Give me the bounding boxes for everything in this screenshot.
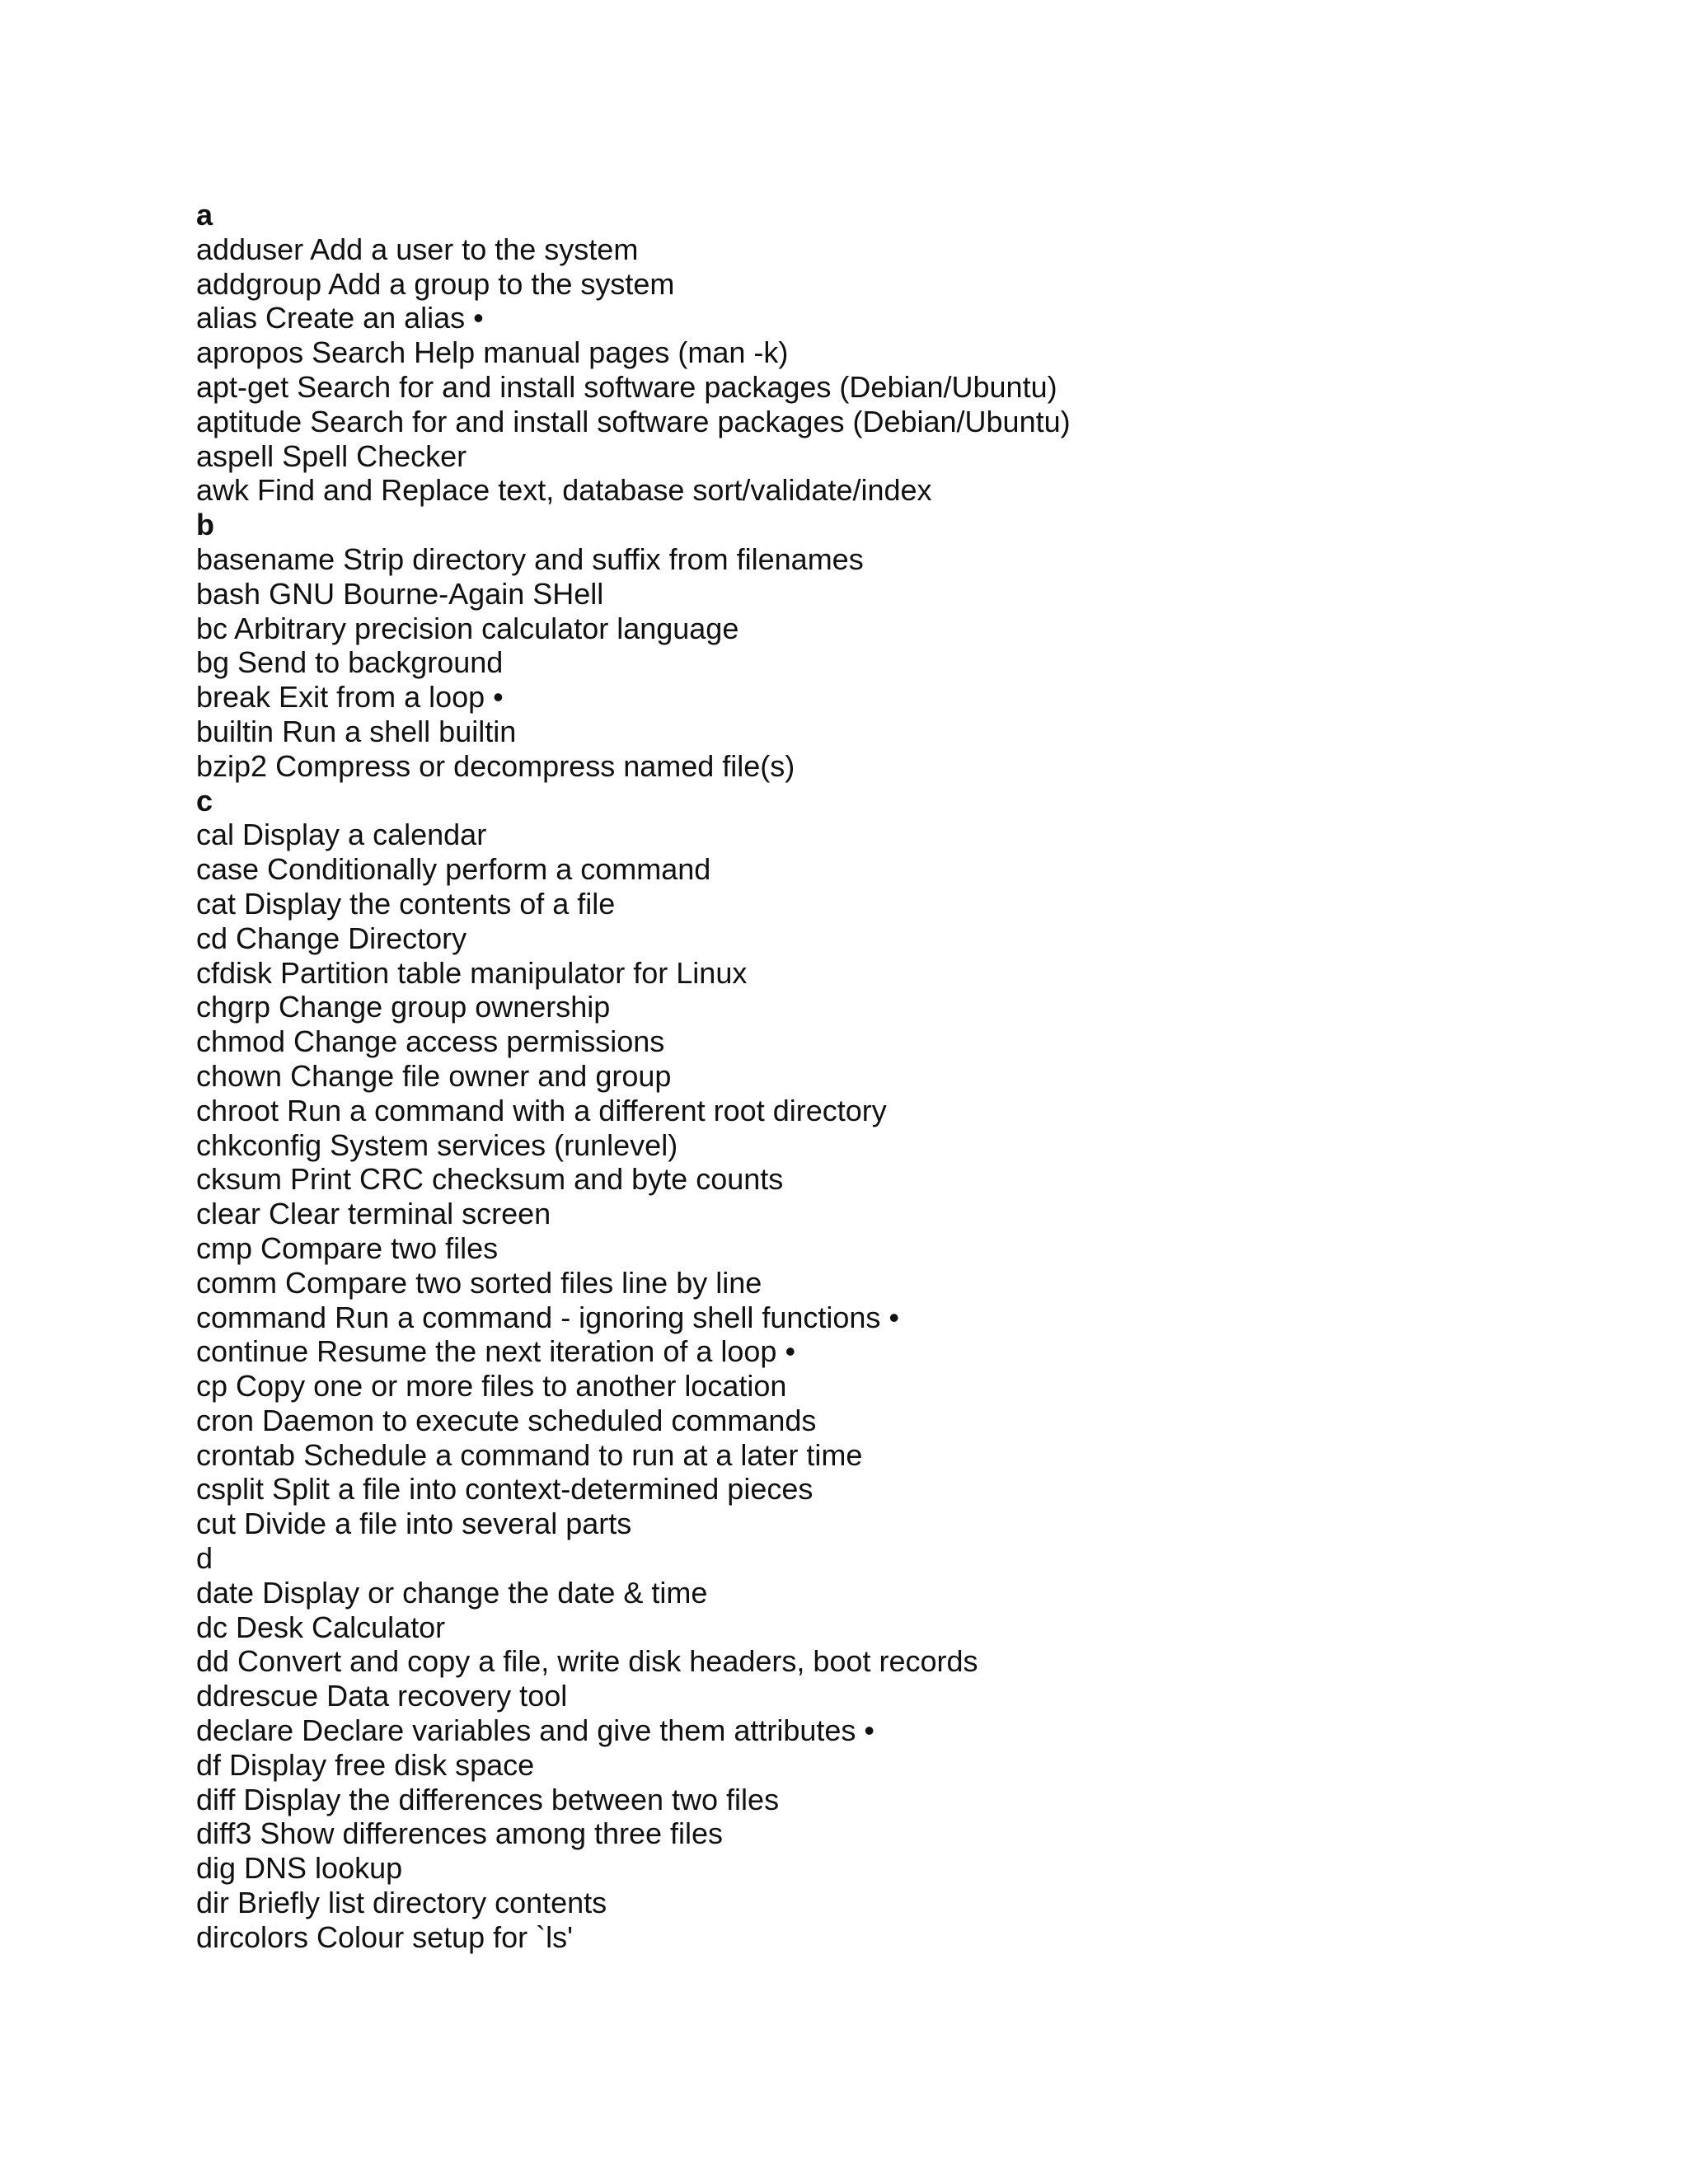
command-entry: df Display free disk space <box>196 1747 535 1782</box>
command-entry: cat Display the contents of a file <box>196 886 616 921</box>
command-entry: basename Strip directory and suffix from filenames <box>196 541 864 576</box>
command-entry: dir Briefly list directory contents <box>196 1886 607 1920</box>
command-entry: chgrp Change group ownership <box>196 990 611 1024</box>
command-entry: dircolors Colour setup for `ls' <box>196 1919 574 1954</box>
section-letter-a: a <box>196 198 213 232</box>
command-entry: dd Convert and copy a file, write disk headers, boot records <box>196 1644 978 1679</box>
section-letter-b: b <box>196 508 214 542</box>
command-entry: cal Display a calendar <box>196 818 487 852</box>
command-entry: continue Resume the next iteration of a loop • <box>196 1334 796 1369</box>
command-entry: chkconfig System services (runlevel) <box>196 1127 678 1162</box>
command-entry: case Conditionally perform a command <box>196 852 711 887</box>
command-entry: chroot Run a command with a different root directory <box>196 1093 887 1127</box>
command-entry: crontab Schedule a command to run at a later time <box>196 1437 863 1472</box>
command-entry: bc Arbitrary precision calculator language <box>196 611 739 645</box>
command-entry: dc Desk Calculator <box>196 1610 446 1644</box>
command-entry: cut Divide a file into several parts <box>196 1507 632 1541</box>
command-entry: diff3 Show differences among three files <box>196 1816 724 1851</box>
command-entry: dig DNS lookup <box>196 1851 403 1886</box>
command-entry: cp Copy one or more files to another location <box>196 1369 787 1404</box>
command-entry: cd Change Directory <box>196 921 467 955</box>
command-entry: apt-get Search for and install software packages (Debian/Ubuntu) <box>196 369 1057 404</box>
command-entry: comm Compare two sorted files line by line <box>196 1265 762 1300</box>
command-entry: builtin Run a shell builtin <box>196 714 517 748</box>
command-entry: addgroup Add a group to the system <box>196 266 675 301</box>
command-list-document <box>196 198 1597 1955</box>
command-entry: aspell Spell Checker <box>196 438 467 473</box>
command-entry: break Exit from a loop • <box>196 680 504 715</box>
command-entry: diff Display the differences between two files <box>196 1782 780 1816</box>
command-entry: command Run a command - ignoring shell functions • <box>196 1300 900 1334</box>
command-entry: cron Daemon to execute scheduled commands <box>196 1403 817 1437</box>
command-entry: csplit Split a file into context-determined pieces <box>196 1472 814 1507</box>
command-entry: cksum Print CRC checksum and byte counts <box>196 1162 784 1197</box>
command-entry: aptitude Search for and install software packages (Debian/Ubuntu) <box>196 404 1071 438</box>
section-letter-c: c <box>196 783 213 818</box>
command-entry: bash GNU Bourne-Again SHell <box>196 576 604 611</box>
command-entry: ddrescue Data recovery tool <box>196 1679 568 1713</box>
command-entry: apropos Search Help manual pages (man -k) <box>196 335 789 370</box>
command-entry: chown Change file owner and group <box>196 1058 672 1093</box>
command-entry: awk Find and Replace text, database sort/validate/index <box>196 473 932 508</box>
command-entry: adduser Add a user to the system <box>196 232 639 266</box>
section-letter-d: d <box>196 1541 213 1576</box>
command-entry: alias Create an alias • <box>196 301 484 335</box>
command-entry: declare Declare variables and give them attributes • <box>196 1713 875 1748</box>
command-entry: clear Clear terminal screen <box>196 1197 551 1231</box>
command-entry: cmp Compare two files <box>196 1230 499 1265</box>
command-entry: bzip2 Compress or decompress named file(s) <box>196 748 795 783</box>
command-entry: bg Send to background <box>196 645 504 680</box>
command-entry: date Display or change the date & time <box>196 1575 708 1610</box>
command-entry: chmod Change access permissions <box>196 1024 665 1059</box>
command-entry: cfdisk Partition table manipulator for Linux <box>196 955 748 990</box>
